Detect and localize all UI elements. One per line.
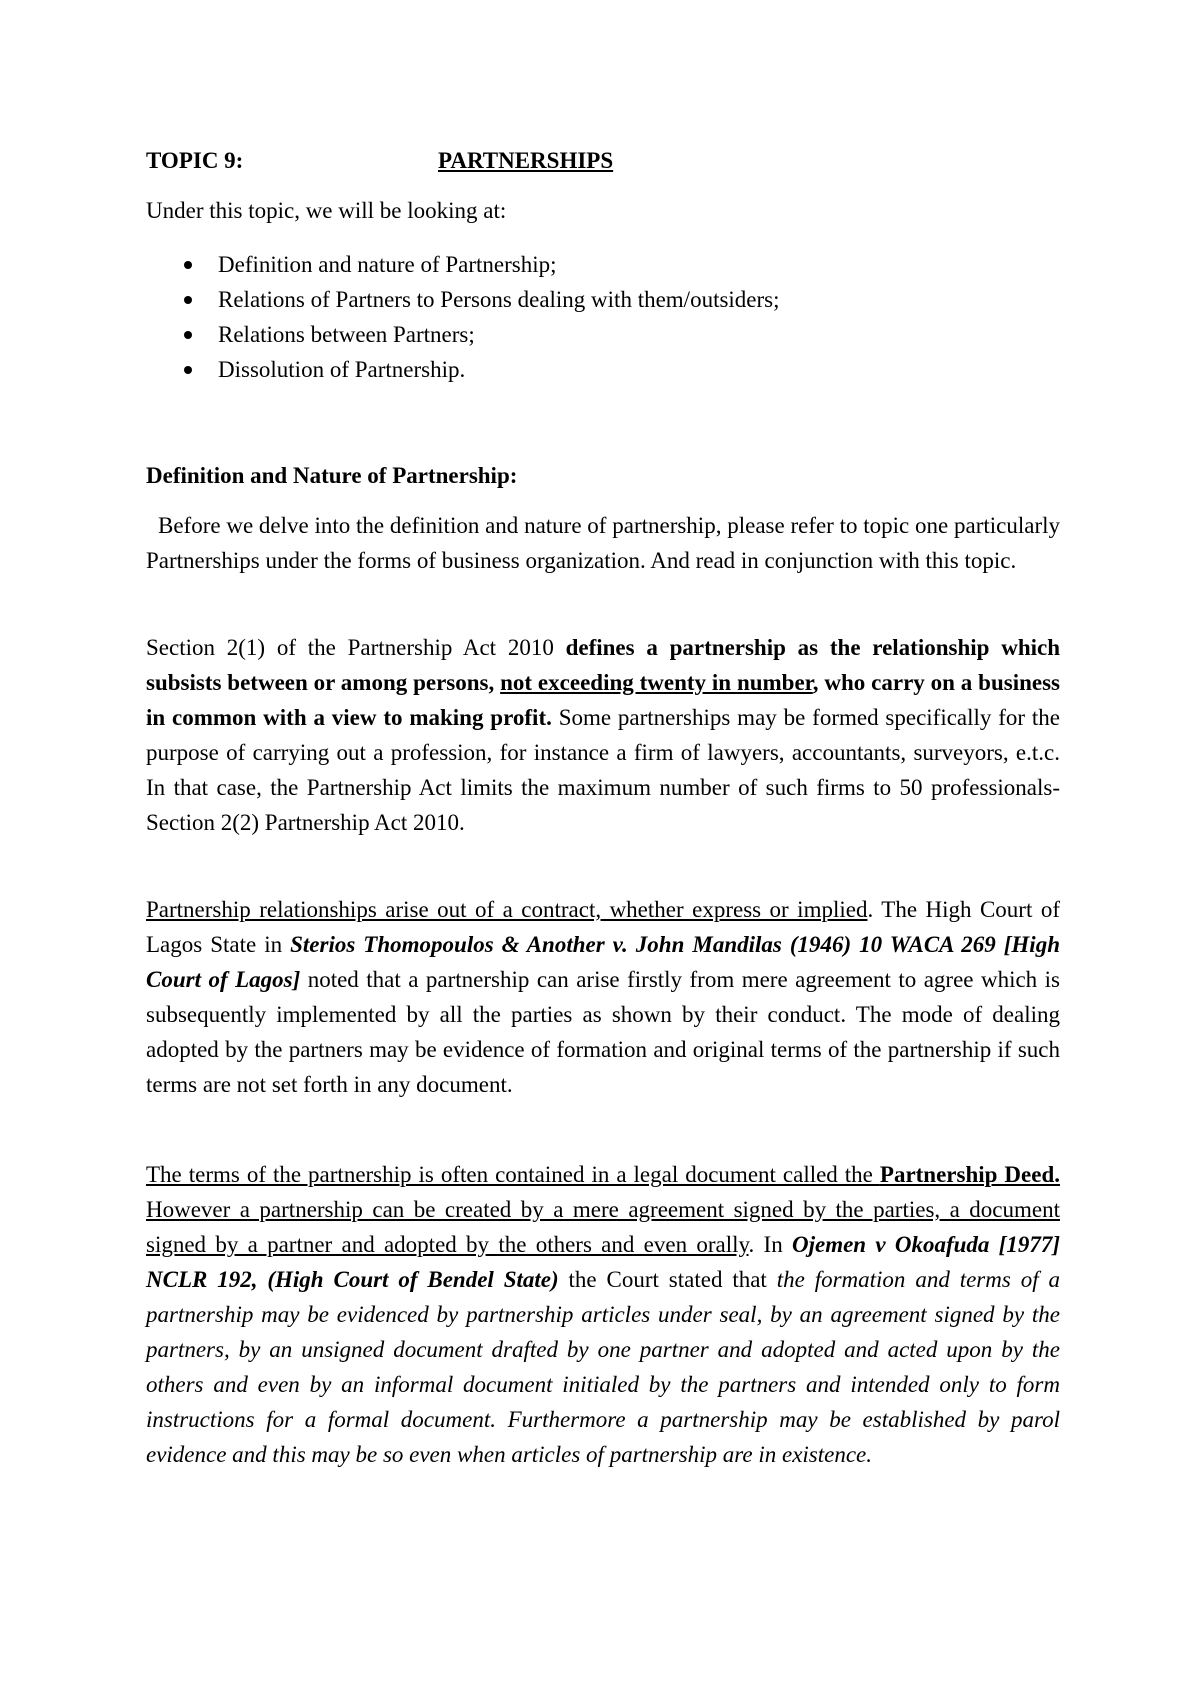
court-quote: the formation and terms of a partnership may be evidenced by partnership articles under seal, by an agreement signed by the partners, by an unsigned document drafted by one partner and adopted and acted upon by the others and even by an informal document initialed by the partners and intended only to form instructions for a formal document. Furthermore a partnership may be established by parol evidence and this may be so even when articles of partnership are in existence.	[146, 1267, 1060, 1467]
list-item	[184, 317, 780, 352]
case-citation: Sterios Thomopoulos & Another v. John Mandilas (1946) 10 WACA 269 [High Court of Lagos]	[146, 932, 1060, 992]
list-item	[184, 247, 780, 282]
topic-list	[184, 247, 780, 387]
bullet-icon	[184, 296, 192, 304]
text-run: . In	[748, 1232, 792, 1257]
text-run: Some partnerships may be formed specifically for the purpose of carrying out a profession, for instance a firm of lawyers, accountants, surveyors, e.t.c. In that case, the Partnership Act limits the maximum number of such firms to 50 professionals- Section 2(2) Partnership Act 2010.	[146, 705, 1061, 835]
text-run: the Court stated that	[558, 1267, 777, 1292]
list-item	[184, 352, 780, 387]
text-run: Section 2(1) of the Partnership Act 2010	[146, 635, 566, 660]
list-item	[184, 282, 780, 317]
bullet-icon	[184, 366, 192, 374]
paragraph-definition	[146, 630, 1060, 840]
topic-number: TOPIC 9:	[146, 148, 244, 173]
contract-statement: Partnership relationships arise out of a contract, whether express or implied	[146, 897, 868, 922]
list-item-text: Relations between Partners;	[218, 322, 475, 347]
definition-limit: not exceeding twenty in number	[500, 670, 813, 695]
section-heading: Definition and Nature of Partnership:	[146, 463, 518, 488]
bullet-icon	[184, 331, 192, 339]
list-item-text: Dissolution of Partnership.	[218, 357, 466, 382]
definition-text: , who carry on a business in common with a view to making profit.	[146, 670, 1060, 730]
definition-text: defines a partnership as the relationship which subsists between or among persons,	[146, 635, 1061, 695]
list-item-text: Definition and nature of Partnership;	[218, 252, 557, 277]
paragraph-contract	[146, 892, 1060, 1102]
bullet-icon	[184, 261, 192, 269]
paragraph-refer-topic-one: Before we delve into the definition and nature of partnership, please refer to topic one particularly Partnerships under the forms of business organization. And read in conjunction with this topic.	[146, 513, 1060, 573]
deed-statement: However a partnership can be created by a mere agreement signed by the parties, a document signed by a partner and adopted by the others and even orally	[146, 1197, 1060, 1257]
list-item-text: Relations of Partners to Persons dealing with them/outsiders;	[218, 287, 780, 312]
topic-title: PARTNERSHIPS	[438, 148, 614, 173]
paragraph-partnership-deed	[146, 1157, 1060, 1472]
text-run: . The High Court of Lagos State in	[146, 897, 1060, 957]
case-citation: Ojemen v Okoafuda [1977] NCLR 192, (High Court of Bendel State)	[146, 1232, 1060, 1292]
partnership-deed-term: Partnership Deed.	[879, 1162, 1060, 1187]
intro-text: Under this topic, we will be looking at:	[146, 198, 507, 223]
text-run: noted that a partnership can arise firstly from mere agreement to agree which is subsequently implemented by all the parties as shown by their conduct. The mode of dealing adopted by the partners may be evidence of formation and original terms of the partnership if such terms are not set forth in any document.	[146, 967, 1060, 1097]
deed-statement: The terms of the partnership is often contained in a legal document called the	[146, 1162, 880, 1187]
